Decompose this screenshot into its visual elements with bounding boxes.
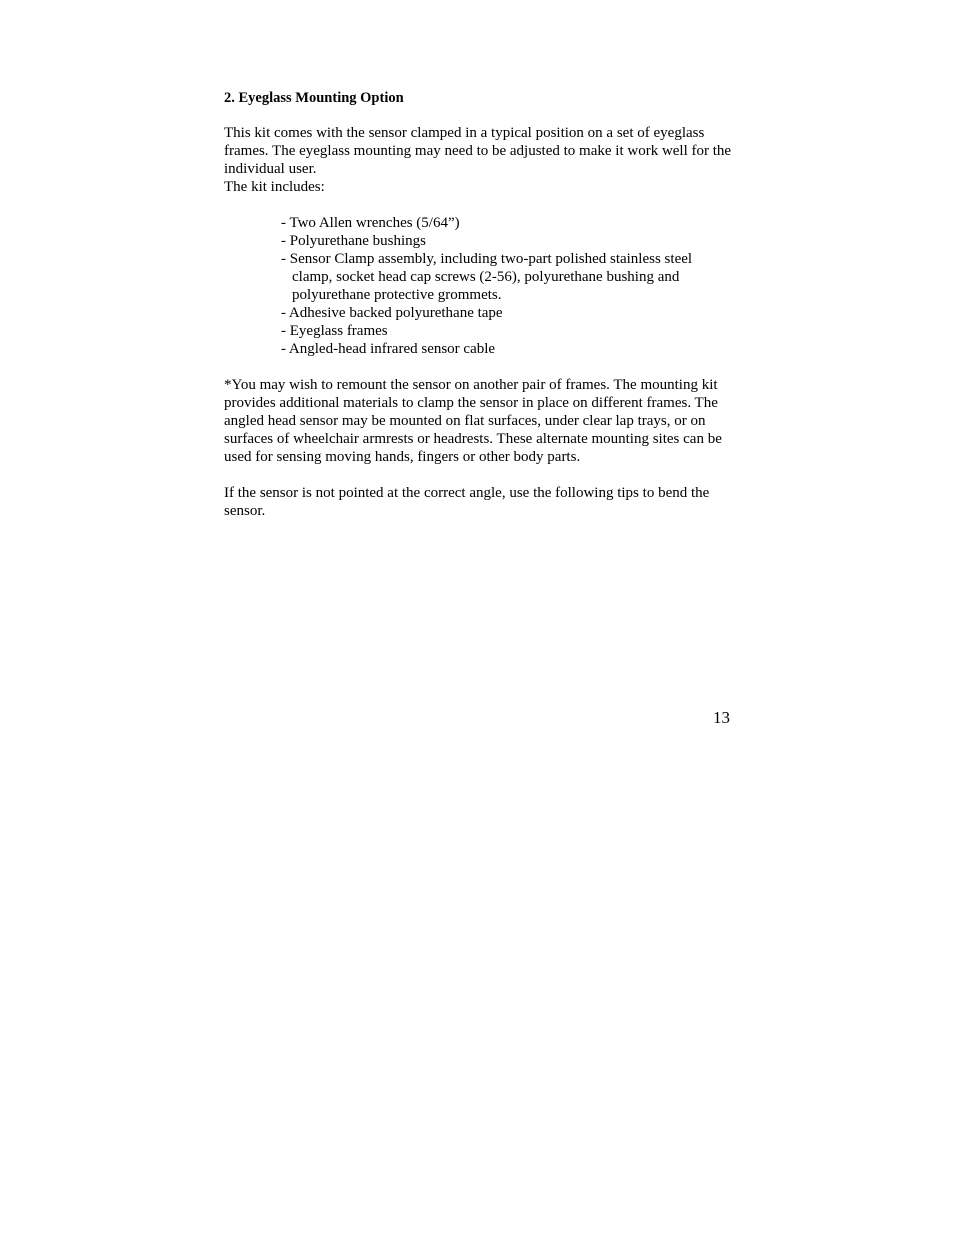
page-number: 13: [713, 708, 730, 727]
list-item: - Angled-head infrared sensor cable: [281, 341, 496, 357]
list-item: - Adhesive backed polyurethane tape: [281, 305, 503, 321]
remount-note-paragraph: *You may wish to remount the sensor on another pair of frames. The mounting kit provides additional materials to clamp the sensor in place on different frames. The angled head sensor may be mounted on flat surfaces, under clear lap trays, or on surfaces of wheelchair armrests or headrests. These alternate mounting sites can be used for sensing moving hands, fingers or other body parts.: [224, 377, 722, 465]
spacer: [224, 358, 734, 376]
spacer: [224, 196, 734, 214]
list-item: - Sensor Clamp assembly, including two-part polished stainless steel clamp, socket head cap screws (2-56), polyurethane bushing and polyurethane protective grommets.: [281, 251, 693, 303]
spacer: [224, 466, 734, 484]
list-item: - Eyeglass frames: [281, 323, 388, 339]
bend-tip-paragraph: If the sensor is not pointed at the correct angle, use the following tips to bend the sensor.: [224, 485, 710, 519]
kit-includes-label: The kit includes:: [224, 179, 325, 195]
intro-paragraph: This kit comes with the sensor clamped in a typical position on a set of eyeglass frames. The eyeglass mounting may need to be adjusted to make it work well for the individual user.: [224, 125, 732, 177]
section-content: [224, 89, 734, 520]
kit-items-list: [281, 214, 734, 358]
section-heading: 2. Eyeglass Mounting Option: [224, 90, 404, 106]
list-item: - Two Allen wrenches (5/64”): [281, 215, 460, 231]
list-item: - Polyurethane bushings: [281, 233, 426, 249]
